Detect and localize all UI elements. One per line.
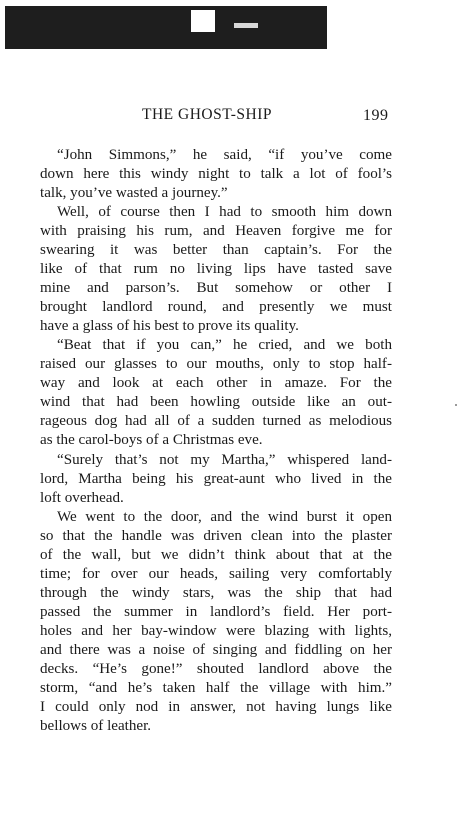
paragraph xyxy=(40,203,392,336)
text-line: with praising his rum, and Heaven forgive me for xyxy=(40,223,392,240)
text-line: through the windy stars, was the ship that had xyxy=(40,584,392,601)
text-line: of the wall, but we didn’t think about that at the xyxy=(40,546,392,563)
page-number: 199 xyxy=(363,107,389,124)
scan-speck xyxy=(455,404,457,406)
text-line: way and look at each other in amaze. For the xyxy=(40,375,392,392)
text-line: mine and parson’s. But somehow or other I xyxy=(40,280,392,297)
text-line: “Surely that’s not my Martha,” whispered land- xyxy=(57,451,392,468)
text-line: Well, of course then I had to smooth him down xyxy=(57,204,392,221)
text-line: talk, you’ve wasted a journey.” xyxy=(40,185,228,202)
text-line: decks. “He’s gone!” shouted landlord above the xyxy=(40,660,392,677)
text-line: storm, “and he’s taken half the village with him.” xyxy=(40,679,392,696)
paragraph xyxy=(40,146,392,203)
text-line: holes and her bay-window were blazing with lights, xyxy=(40,622,392,639)
text-line: like of that rum no living lips have tasted save xyxy=(40,261,392,278)
paragraph xyxy=(40,336,392,450)
text-line: swearing it was better than captain’s. For the xyxy=(40,242,392,259)
text-line: passed the summer in landlord’s field. Her port- xyxy=(40,603,392,620)
text-line: loft overhead. xyxy=(40,489,124,506)
text-line: down here this windy night to talk a lot of fool’s xyxy=(40,166,392,183)
text-line: “Beat that if you can,” he cried, and we both xyxy=(57,337,392,354)
text-line: rageous dog had all of a sudden turned as melodious xyxy=(40,413,392,430)
paragraph xyxy=(40,451,392,508)
scan-bar-dash xyxy=(234,23,258,28)
text-line: raised our glasses to our mouths, only to stop half- xyxy=(40,356,392,373)
text-line: lord, Martha being his great-aunt who lived in the xyxy=(40,470,392,487)
text-line: “John Simmons,” he said, “if you’ve come xyxy=(57,147,392,163)
text-line: bellows of leather. xyxy=(40,717,152,734)
text-line: so that the handle was driven clean into the plaster xyxy=(40,527,392,544)
text-line: and there was a noise of singing and fiddling on her xyxy=(40,641,392,658)
text-line: brought landlord round, and presently we must xyxy=(40,299,392,316)
text-line: I could only nod in answer, not having lungs like xyxy=(40,698,392,715)
text-line: time; for over our heads, sailing very comfortably xyxy=(40,565,392,582)
running-title: THE GHOST-SHIP xyxy=(142,106,273,123)
running-head xyxy=(0,106,469,130)
text-line: We went to the door, and the wind burst it open xyxy=(57,508,392,525)
text-line: wind that had been howling outside like an out- xyxy=(40,394,392,411)
text-line: as the carol-boys of a Christmas eve. xyxy=(40,432,263,449)
body-text xyxy=(40,146,392,736)
text-line: have a glass of his best to prove its quality. xyxy=(40,318,299,335)
scan-top-bar xyxy=(5,6,327,49)
paragraph xyxy=(40,508,392,736)
scan-bar-notch xyxy=(191,10,215,32)
